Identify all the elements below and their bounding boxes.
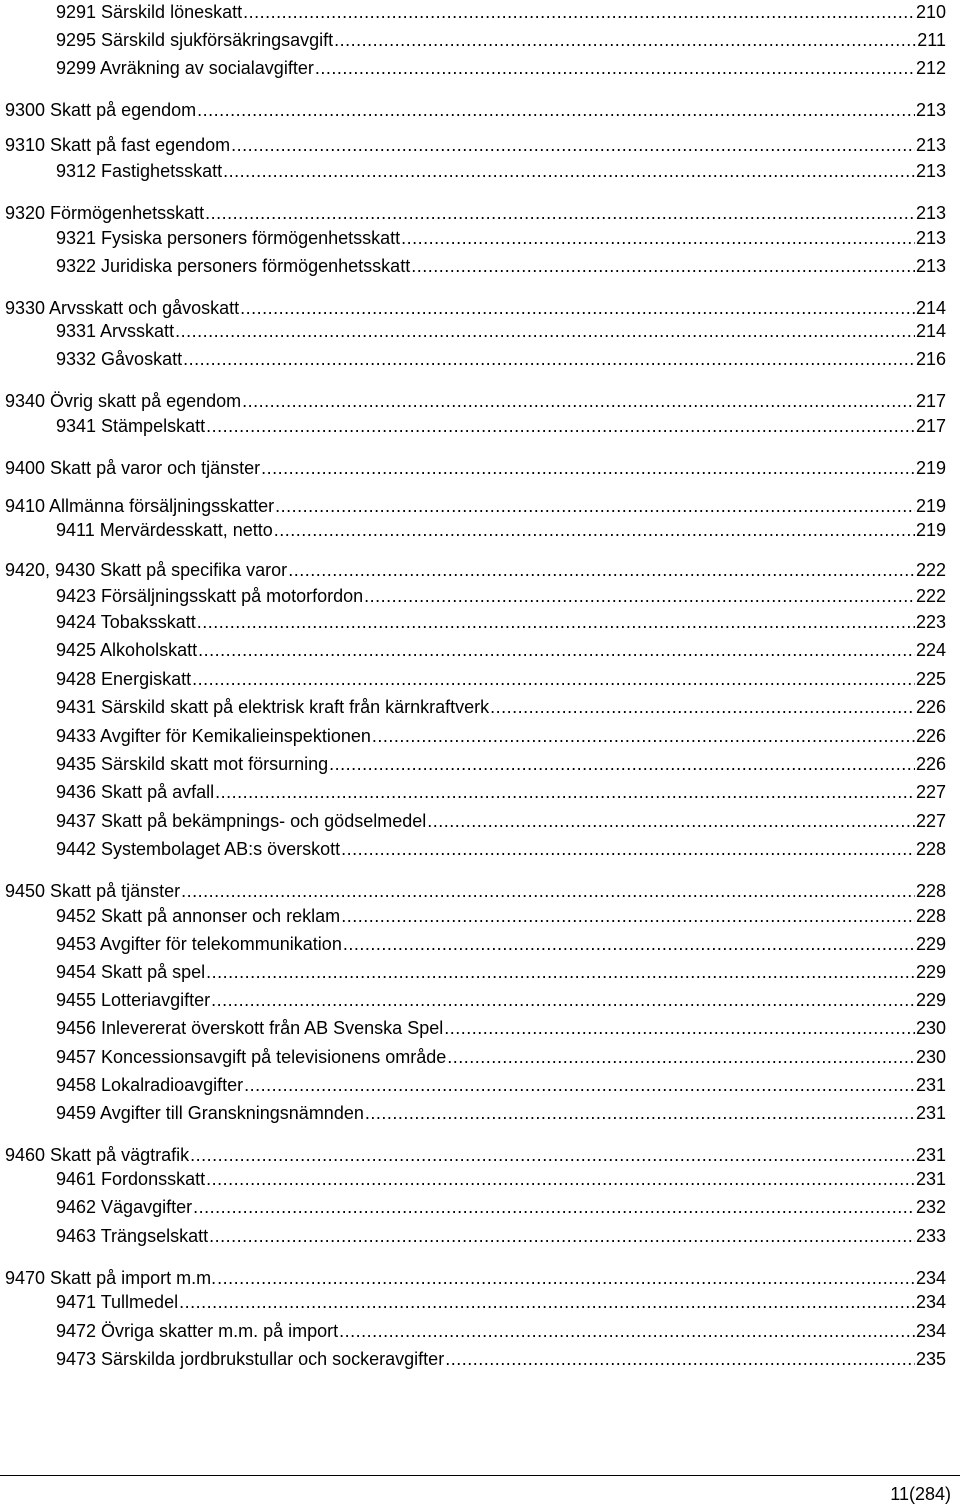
toc-entry-label: 9340 Övrig skatt på egendom (5, 391, 242, 411)
toc-entry[interactable] (56, 639, 946, 661)
toc-entry-page: 228 (915, 881, 946, 901)
dot-leader (427, 810, 915, 832)
toc-entry-label: 9295 Särskild sjukförsäkringsavgift (56, 30, 334, 50)
toc-entry-label: 9437 Skatt på bekämpnings- och gödselmedel (56, 811, 427, 831)
toc-entry-label: 9459 Avgifter till Granskningsnämnden (56, 1103, 364, 1123)
dot-leader (315, 57, 915, 79)
toc-entry-page: 213 (915, 100, 946, 120)
toc-entry-page: 226 (915, 726, 946, 746)
toc-entry-label: 9331 Arvsskatt (56, 321, 175, 341)
toc-entry[interactable] (56, 320, 946, 342)
toc-entry-page: 235 (915, 1349, 946, 1369)
dot-leader (365, 1102, 915, 1124)
dot-leader (243, 1, 915, 23)
toc-entry[interactable] (56, 585, 946, 607)
toc-entry-page: 227 (915, 782, 946, 802)
dot-leader (197, 611, 915, 633)
dot-leader (190, 1144, 915, 1166)
toc-entry-page: 222 (915, 560, 946, 580)
toc-entry-label: 9460 Skatt på vägtrafik (5, 1145, 190, 1165)
toc-entry[interactable] (56, 57, 946, 79)
toc-entry-label: 9436 Skatt på avfall (56, 782, 215, 802)
dot-leader (445, 1348, 915, 1370)
toc-entry-page: 231 (915, 1103, 946, 1123)
toc-entry-label: 9470 Skatt på import m.m. (5, 1268, 217, 1288)
toc-entry-page: 213 (915, 256, 946, 276)
toc-entry-label: 9428 Energiskatt (56, 669, 192, 689)
toc-entry-label: 9457 Koncessionsavgift på televisionens område (56, 1047, 447, 1067)
toc-entry[interactable] (56, 933, 946, 955)
toc-entry-page: 211 (917, 30, 946, 50)
toc-entry-page: 231 (915, 1075, 946, 1095)
dot-leader (217, 1267, 915, 1289)
toc-entry-label: 9322 Juridiska personers förmögenhetsskatt (56, 256, 411, 276)
dot-leader (364, 585, 915, 607)
toc-entry-label: 9452 Skatt på annonser och reklam (56, 906, 341, 926)
dot-leader (193, 1196, 915, 1218)
toc-entry[interactable] (56, 1102, 946, 1124)
toc-entry-label: 9425 Alkoholskatt (56, 640, 198, 660)
toc-entry[interactable] (56, 725, 946, 747)
toc-entry-label: 9411 Mervärdesskatt, netto (56, 520, 273, 540)
dot-leader (275, 495, 915, 517)
toc-entry-page: 213 (915, 228, 946, 248)
toc-entry[interactable] (56, 519, 946, 541)
toc-entry-page: 230 (915, 1047, 946, 1067)
toc-entry-page: 219 (915, 520, 946, 540)
toc-entry[interactable] (56, 905, 946, 927)
toc-entry[interactable] (5, 390, 946, 412)
toc-entry[interactable] (56, 255, 946, 277)
toc-entry-page: 229 (915, 934, 946, 954)
toc-entry-label: 9433 Avgifter för Kemikalieinspektionen (56, 726, 371, 746)
dot-leader (444, 1017, 915, 1039)
toc-entry-label: 9431 Särskild skatt på elektrisk kraft från kärnkraftverk (56, 697, 490, 717)
dot-leader (242, 390, 915, 412)
dot-leader (261, 457, 915, 479)
dot-leader (341, 838, 915, 860)
toc-entry[interactable] (56, 1017, 946, 1039)
toc-entry[interactable] (5, 297, 946, 319)
toc-entry-label: 9456 Inlevererat överskott från AB Svenska Spel (56, 1018, 444, 1038)
toc-entry-page: 234 (915, 1292, 946, 1312)
toc-entry-label: 9312 Fastighetsskatt (56, 161, 223, 181)
toc-entry-page: 228 (915, 906, 946, 926)
dot-leader (183, 348, 915, 370)
toc-entry[interactable] (56, 415, 946, 437)
toc-entry-page: 226 (915, 754, 946, 774)
toc-entry-label: 9400 Skatt på varor och tjänster (5, 458, 261, 478)
dot-leader (288, 559, 915, 581)
toc-entry-page: 213 (915, 135, 946, 155)
dot-leader (244, 1074, 915, 1096)
toc-entry[interactable] (56, 1225, 946, 1247)
toc-entry-page: 226 (915, 697, 946, 717)
toc-entry[interactable] (56, 1168, 946, 1190)
toc-entry-label: 9458 Lokalradioavgifter (56, 1075, 244, 1095)
toc-entry[interactable] (56, 227, 946, 249)
toc-entry[interactable] (56, 348, 946, 370)
dot-leader (175, 320, 915, 342)
toc-entry-label: 9310 Skatt på fast egendom (5, 135, 231, 155)
toc-entry[interactable] (56, 1291, 946, 1313)
toc-entry-label: 9450 Skatt på tjänster (5, 881, 181, 901)
page-number: 11(284) (890, 1484, 951, 1504)
dot-leader (240, 297, 915, 319)
toc-entry-label: 9461 Fordonsskatt (56, 1169, 206, 1189)
footer-rule (0, 1475, 960, 1476)
toc-entry-page: 233 (915, 1226, 946, 1246)
toc-entry-label: 9299 Avräkning av socialavgifter (56, 58, 314, 78)
toc-entry-label: 9442 Systembolaget AB:s överskott (56, 839, 341, 859)
toc-entry-page: 214 (915, 321, 946, 341)
toc-entry-label: 9420, 9430 Skatt på specifika varor (5, 560, 288, 580)
dot-leader (341, 905, 915, 927)
toc-entry[interactable] (56, 1348, 946, 1370)
dot-leader (329, 753, 915, 775)
toc-entry-label: 9472 Övriga skatter m.m. på import (56, 1321, 339, 1341)
toc-entry[interactable] (56, 1, 946, 23)
toc-entry-label: 9462 Vägavgifter (56, 1197, 193, 1217)
dot-leader (334, 29, 916, 51)
toc-entry-label: 9455 Lotteriavgifter (56, 990, 211, 1010)
toc-entry[interactable] (56, 696, 946, 718)
dot-leader (447, 1046, 915, 1068)
toc-entry-page: 232 (915, 1197, 946, 1217)
toc-entry-page: 224 (915, 640, 946, 660)
dot-leader (231, 134, 915, 156)
dot-leader (209, 1225, 915, 1247)
toc-entry[interactable] (56, 668, 946, 690)
toc-entry-page: 219 (915, 458, 946, 478)
toc-entry-page: 231 (915, 1169, 946, 1189)
toc-entry-page: 225 (915, 669, 946, 689)
dot-leader (223, 160, 915, 182)
dot-leader (192, 668, 915, 690)
toc-entry[interactable] (56, 29, 946, 51)
toc-entry-label: 9321 Fysiska personers förmögenhetsskatt (56, 228, 401, 248)
toc-entry-page: 223 (915, 612, 946, 632)
toc-entry-page: 213 (915, 161, 946, 181)
toc-entry-page: 210 (915, 2, 946, 22)
toc-entry[interactable] (5, 1144, 946, 1166)
toc-entry-page: 216 (915, 349, 946, 369)
toc-entry[interactable] (56, 810, 946, 832)
toc-entry[interactable] (56, 1074, 946, 1096)
dot-leader (339, 1320, 915, 1342)
toc-entry-label: 9300 Skatt på egendom (5, 100, 197, 120)
dot-leader (343, 933, 915, 955)
dot-leader (198, 639, 915, 661)
toc-entry[interactable] (56, 1046, 946, 1068)
dot-leader (197, 99, 915, 121)
dot-leader (205, 202, 915, 224)
toc-entry[interactable] (56, 961, 946, 983)
dot-leader (206, 1168, 915, 1190)
toc-entry-page: 213 (915, 203, 946, 223)
dot-leader (372, 725, 915, 747)
dot-leader (179, 1291, 915, 1313)
dot-leader (211, 989, 915, 1011)
toc-entry-page: 217 (915, 391, 946, 411)
toc-entry-label: 9423 Försäljningsskatt på motorfordon (56, 586, 364, 606)
dot-leader (401, 227, 915, 249)
toc-entry[interactable] (5, 99, 946, 121)
toc-entry[interactable] (5, 880, 946, 902)
toc-entry-label: 9454 Skatt på spel (56, 962, 206, 982)
toc-entry-page: 234 (915, 1268, 946, 1288)
toc-entry-page: 222 (915, 586, 946, 606)
dot-leader (274, 519, 915, 541)
toc-entry-label: 9320 Förmögenhetsskatt (5, 203, 205, 223)
dot-leader (181, 880, 915, 902)
dot-leader (215, 781, 915, 803)
toc-entry[interactable] (56, 781, 946, 803)
toc-entry[interactable] (5, 134, 946, 156)
toc-entry-label: 9330 Arvsskatt och gåvoskatt (5, 298, 240, 318)
toc-entry-page: 212 (915, 58, 946, 78)
toc-entry-page: 229 (915, 962, 946, 982)
toc-entry-page: 229 (915, 990, 946, 1010)
toc-entry[interactable] (56, 1196, 946, 1218)
toc-entry[interactable] (5, 495, 946, 517)
toc-entry-page: 217 (915, 416, 946, 436)
dot-leader (490, 696, 915, 718)
toc-entry-label: 9332 Gåvoskatt (56, 349, 183, 369)
toc-entry-page: 231 (915, 1145, 946, 1165)
toc-entry[interactable] (5, 457, 946, 479)
toc-entry-page: 214 (915, 298, 946, 318)
toc-entry-page: 228 (915, 839, 946, 859)
toc-entry[interactable] (56, 160, 946, 182)
dot-leader (411, 255, 915, 277)
toc-entry[interactable] (56, 838, 946, 860)
toc-entry-label: 9463 Trängselskatt (56, 1226, 209, 1246)
toc-entry[interactable] (56, 989, 946, 1011)
toc-entry[interactable] (5, 559, 946, 581)
toc-entry-page: 219 (915, 496, 946, 516)
toc-entry-label: 9471 Tullmedel (56, 1292, 179, 1312)
toc-entry-page: 227 (915, 811, 946, 831)
toc-entry-page: 230 (915, 1018, 946, 1038)
toc-entry[interactable] (5, 1267, 946, 1289)
toc-entry[interactable] (56, 753, 946, 775)
toc-entry-label: 9424 Tobaksskatt (56, 612, 196, 632)
dot-leader (206, 415, 915, 437)
toc-entry-page: 234 (915, 1321, 946, 1341)
toc-entry-label: 9291 Särskild löneskatt (56, 2, 243, 22)
toc-entry[interactable] (56, 611, 946, 633)
dot-leader (206, 961, 915, 983)
toc-entry[interactable] (5, 202, 946, 224)
toc-entry-label: 9410 Allmänna försäljningsskatter (5, 496, 275, 516)
toc-entry-label: 9453 Avgifter för telekommunikation (56, 934, 342, 954)
toc-entry-label: 9435 Särskild skatt mot försurning (56, 754, 329, 774)
toc-entry[interactable] (56, 1320, 946, 1342)
toc-entry-label: 9341 Stämpelskatt (56, 416, 206, 436)
toc-entry-label: 9473 Särskilda jordbrukstullar och sockeravgifter (56, 1349, 445, 1369)
